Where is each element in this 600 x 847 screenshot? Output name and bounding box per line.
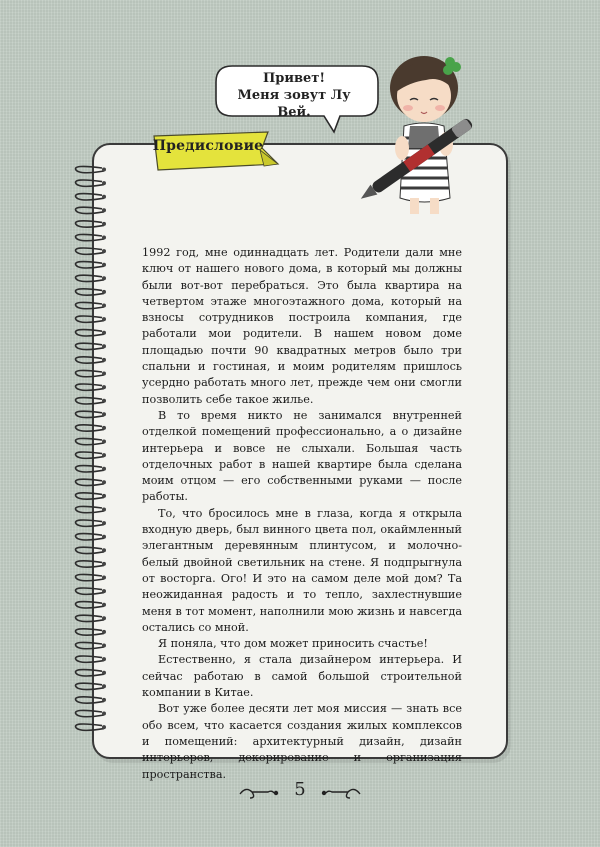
spiral-hole xyxy=(102,276,106,280)
spiral-hole xyxy=(102,222,106,226)
spiral-binding-icon xyxy=(64,158,124,743)
spiral-hole xyxy=(102,521,106,525)
spiral-ring xyxy=(76,262,104,268)
paragraph: 1992 год, мне одиннадцать лет. Родители дали мне ключ от нашего нового дома, в который мы должны были вот-вот перебраться. Это была квартира на четвертом этаже многоэтажного дома, который на взносы сотрудников построила компания, где работали мои родители. В нашем новом доме площадью почти 90 квадратных метров было три спальни и гостиная, и моим родителям пришлось усердно работать много лет, прежде чем они смогли позволить себе такое жилье. xyxy=(142,246,462,406)
spiral-hole xyxy=(102,385,106,389)
spiral-ring xyxy=(76,411,104,417)
spiral-hole xyxy=(102,331,106,335)
spiral-ring xyxy=(76,466,104,472)
spiral-ring xyxy=(76,207,104,213)
greeting-line: Привет! xyxy=(262,71,326,86)
spiral-ring xyxy=(76,534,104,540)
spiral-hole xyxy=(102,616,106,620)
spiral-ring xyxy=(76,343,104,349)
spiral-ring xyxy=(76,302,104,308)
spiral-hole xyxy=(102,195,106,199)
spiral-hole xyxy=(102,304,106,308)
spiral-ring xyxy=(76,547,104,553)
paragraph: Я поняла, что дом может приносить счастье! xyxy=(158,637,428,651)
spiral-ring xyxy=(76,493,104,499)
spiral-ring xyxy=(76,398,104,404)
spiral-hole xyxy=(102,671,106,675)
spiral-ring xyxy=(76,479,104,485)
spiral-ring xyxy=(76,194,104,200)
spiral-ring xyxy=(76,221,104,227)
spiral-ring xyxy=(76,574,104,580)
spiral-ring xyxy=(76,588,104,594)
spiral-ring xyxy=(76,629,104,635)
paragraph: В то время никто не занимался внутренней отделкой помещений профессионально, а о дизайне интерьера и вовсе не слыхали. Большая часть отделочных работ в нашей квартире была сделана моим отцом — его собственными руками — после работы. xyxy=(142,408,462,504)
spiral-hole xyxy=(102,684,106,688)
spiral-hole xyxy=(102,372,106,376)
spiral-hole xyxy=(102,603,106,607)
spiral-hole xyxy=(102,535,106,539)
spiral-hole xyxy=(102,168,106,172)
spiral-ring xyxy=(76,602,104,608)
spiral-hole xyxy=(102,249,106,253)
spiral-hole xyxy=(102,548,106,552)
spiral-ring xyxy=(76,697,104,703)
spiral-ring xyxy=(76,289,104,295)
spiral-hole xyxy=(102,562,106,566)
spiral-hole xyxy=(102,589,106,593)
spiral-ring xyxy=(76,506,104,512)
spiral-hole xyxy=(102,657,106,661)
spiral-ring xyxy=(76,452,104,458)
spiral-hole xyxy=(102,344,106,348)
girl-with-pen-illustration xyxy=(344,48,494,218)
page-number: 5 xyxy=(294,779,306,800)
section-title: Предисловие xyxy=(152,138,264,154)
spiral-ring xyxy=(76,724,104,730)
paragraph: Вот уже более десяти лет моя миссия — знать все обо всем, что касается создания жилых комплексов и помещений: архитектурный дизайн, дизайн интерьеров, декорирование и организация пространства. xyxy=(142,702,462,781)
spiral-hole xyxy=(102,181,106,185)
spiral-hole xyxy=(102,494,106,498)
spiral-hole xyxy=(102,440,106,444)
spiral-ring xyxy=(76,710,104,716)
spiral-ring xyxy=(76,561,104,567)
spiral-hole xyxy=(102,399,106,403)
preface-text xyxy=(142,245,462,783)
spiral-hole xyxy=(102,263,106,267)
speech-bubble-text xyxy=(224,70,364,121)
spiral-hole xyxy=(102,208,106,212)
spiral-hole xyxy=(102,453,106,457)
spiral-hole xyxy=(102,290,106,294)
spiral-ring xyxy=(76,683,104,689)
spiral-ring xyxy=(76,330,104,336)
spiral-ring xyxy=(76,316,104,322)
name-line: Меня зовут Лу Вей. xyxy=(237,88,351,120)
spiral-ring xyxy=(76,615,104,621)
spiral-hole xyxy=(102,576,106,580)
spiral-ring xyxy=(76,656,104,662)
spiral-ring xyxy=(76,520,104,526)
paragraph: Естественно, я стала дизайнером интерьера. И сейчас работаю в самой большой строительной компании в Китае. xyxy=(142,653,462,700)
spiral-hole xyxy=(102,317,106,321)
spiral-hole xyxy=(102,698,106,702)
spiral-ring xyxy=(76,425,104,431)
spiral-hole xyxy=(102,630,106,634)
spiral-ring xyxy=(76,357,104,363)
spiral-ring xyxy=(76,642,104,648)
spiral-ring xyxy=(76,180,104,186)
spiral-hole xyxy=(102,236,106,240)
spiral-hole xyxy=(102,712,106,716)
spiral-hole xyxy=(102,725,106,729)
spiral-hole xyxy=(102,644,106,648)
spiral-ring xyxy=(76,275,104,281)
spiral-ring xyxy=(76,438,104,444)
spiral-hole xyxy=(102,426,106,430)
spiral-hole xyxy=(102,480,106,484)
paragraph: То, что бросилось мне в глаза, когда я открыла входную дверь, был винного цвета пол, окаймленный элегантным деревянным плинтусом, и молочно-белый двойной светильник на стене. Я подпрыгнула от восторга. Ого! И это на самом деле мой дом? Та неожиданная радость и то тепло, захлестнувшие меня в тот момент, наполнили мою жизнь и навсегда остались со мной. xyxy=(142,506,462,634)
spiral-hole xyxy=(102,412,106,416)
spiral-ring xyxy=(76,384,104,390)
spiral-ring xyxy=(76,370,104,376)
spiral-ring xyxy=(76,166,104,172)
spiral-ring xyxy=(76,234,104,240)
spiral-ring xyxy=(76,670,104,676)
spiral-hole xyxy=(102,508,106,512)
spiral-hole xyxy=(102,467,106,471)
spiral-ring xyxy=(76,248,104,254)
spiral-hole xyxy=(102,358,106,362)
